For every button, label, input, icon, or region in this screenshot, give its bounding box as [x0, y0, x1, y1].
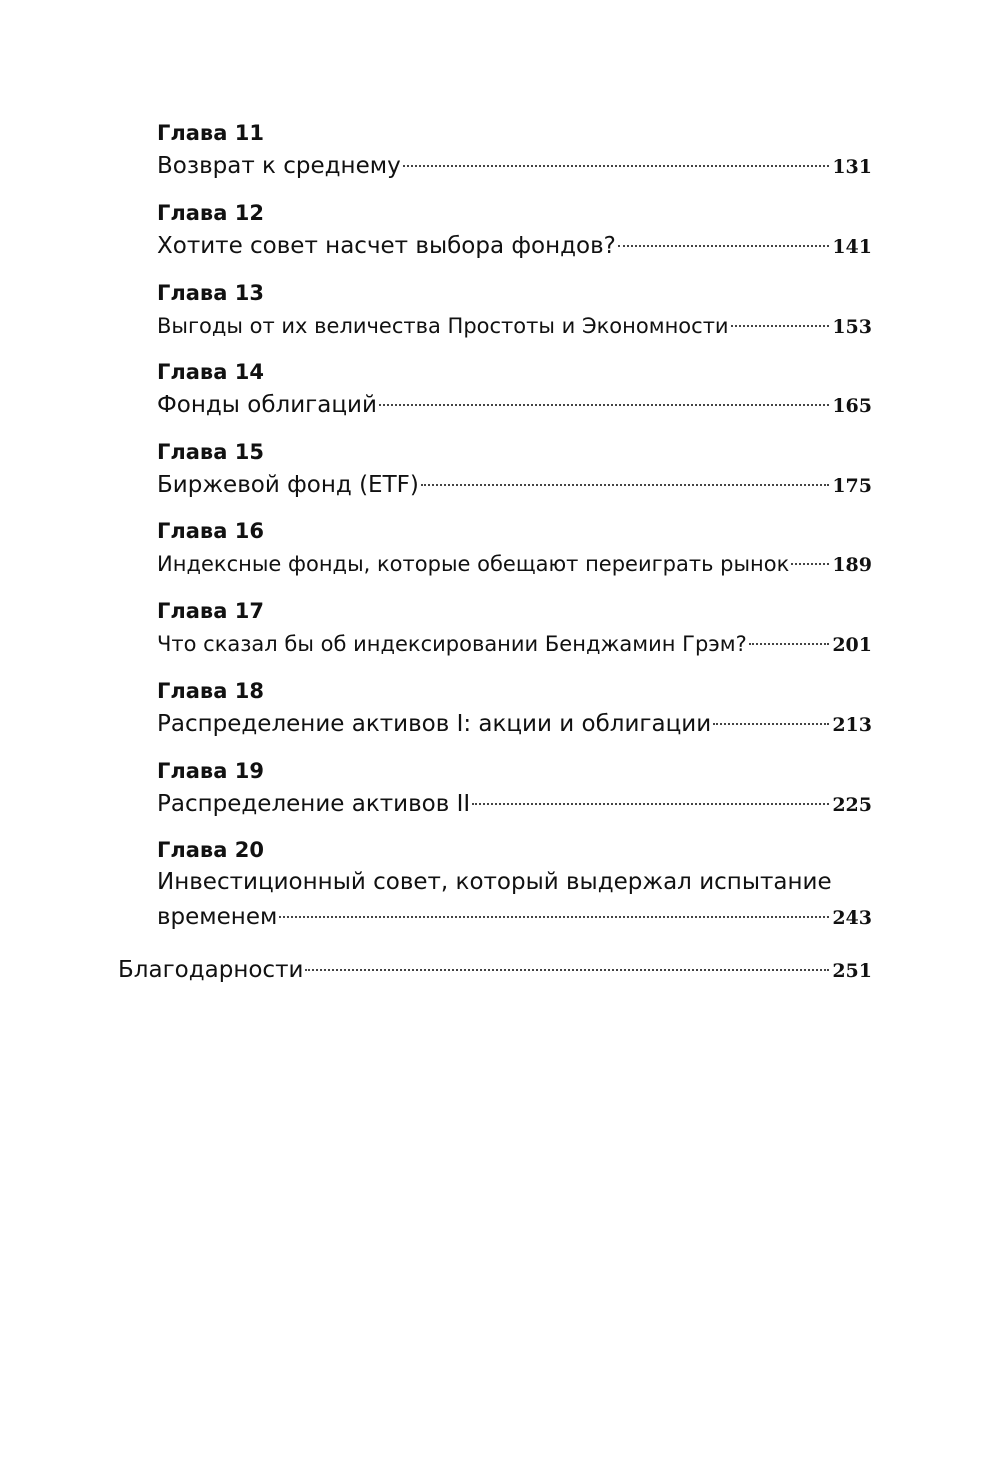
chapter-title: Возврат к среднему: [157, 153, 401, 179]
chapter-label: Глава 17: [157, 599, 264, 623]
page-number: 243: [832, 907, 872, 929]
page-number: 213: [832, 714, 872, 736]
chapter-title: Фонды облигаций: [157, 392, 377, 418]
chapter-title-line-2: временем: [157, 904, 278, 930]
chapter-label: Глава 15: [157, 440, 264, 464]
chapter-label: Глава 16: [157, 519, 264, 543]
toc-entry-chapter-20[interactable]: [157, 835, 872, 935]
dot-leader: [421, 484, 830, 486]
chapter-title-row: [157, 387, 872, 423]
chapter-label: Глава 19: [157, 759, 264, 783]
chapter-label: Глава 13: [157, 281, 264, 305]
chapter-title: Распределение активов II: [157, 791, 471, 817]
chapter-label: Глава 12: [157, 201, 264, 225]
dot-leader: [305, 969, 829, 971]
chapter-title-row: [157, 148, 872, 184]
acknowledgements-title: Благодарности: [118, 957, 304, 983]
chapter-title: Выгоды от их величества Простоты и Экономности: [157, 314, 729, 338]
chapter-title-row: [157, 786, 872, 822]
dot-leader: [618, 245, 829, 247]
toc-entry-acknowledgements[interactable]: [118, 952, 872, 988]
chapter-title: Что сказал бы об индексировании Бенджамин Грэм?: [157, 632, 747, 656]
chapter-title-row: [157, 706, 872, 742]
chapter-label: Глава 20: [157, 838, 264, 862]
chapter-title-row: [157, 899, 872, 935]
toc-entry-chapter-14[interactable]: [157, 357, 872, 423]
dot-leader: [472, 803, 829, 805]
chapter-title: Распределение активов I: акции и облигации: [157, 711, 712, 737]
chapter-title-row: [157, 546, 872, 582]
dot-leader: [279, 916, 829, 918]
chapter-label: Глава 18: [157, 679, 264, 703]
dot-leader: [731, 325, 830, 327]
toc-entry-chapter-16[interactable]: [157, 516, 872, 582]
dot-leader: [379, 404, 829, 406]
page-number: 165: [832, 395, 872, 417]
page-number: 201: [832, 634, 872, 656]
page-number: 189: [832, 554, 872, 576]
page-number: 153: [832, 316, 872, 338]
page-number: 251: [832, 960, 872, 982]
chapter-title-row: [157, 308, 872, 344]
chapter-label: Глава 14: [157, 360, 264, 384]
toc-entry-chapter-18[interactable]: [157, 676, 872, 742]
chapter-title: Хотите совет насчет выбора фондов?: [157, 233, 616, 259]
page-number: 141: [832, 236, 872, 258]
toc-entry-chapter-15[interactable]: [157, 437, 872, 503]
chapter-title-row: [157, 467, 872, 503]
chapter-title: Индексные фонды, которые обещают переиграть рынок: [157, 552, 790, 576]
dot-leader: [403, 165, 830, 167]
dot-leader: [749, 643, 830, 645]
page-number: 175: [832, 475, 872, 497]
toc-entry-chapter-13[interactable]: [157, 278, 872, 344]
chapter-title-row: [157, 626, 872, 662]
chapter-title: Биржевой фонд (ETF): [157, 472, 419, 498]
dot-leader: [713, 723, 829, 725]
toc-entry-chapter-19[interactable]: [157, 756, 872, 822]
chapter-title-line-1: Инвестиционный совет, который выдержал испытание: [157, 869, 832, 895]
page-number: 225: [832, 794, 872, 816]
chapter-label: Глава 11: [157, 121, 264, 145]
dot-leader: [791, 563, 829, 565]
page-number: 131: [832, 156, 872, 178]
toc-entry-chapter-11[interactable]: [157, 118, 872, 184]
chapter-title-row: [157, 228, 872, 264]
toc-entry-chapter-17[interactable]: [157, 596, 872, 662]
toc-entry-chapter-12[interactable]: [157, 198, 872, 264]
